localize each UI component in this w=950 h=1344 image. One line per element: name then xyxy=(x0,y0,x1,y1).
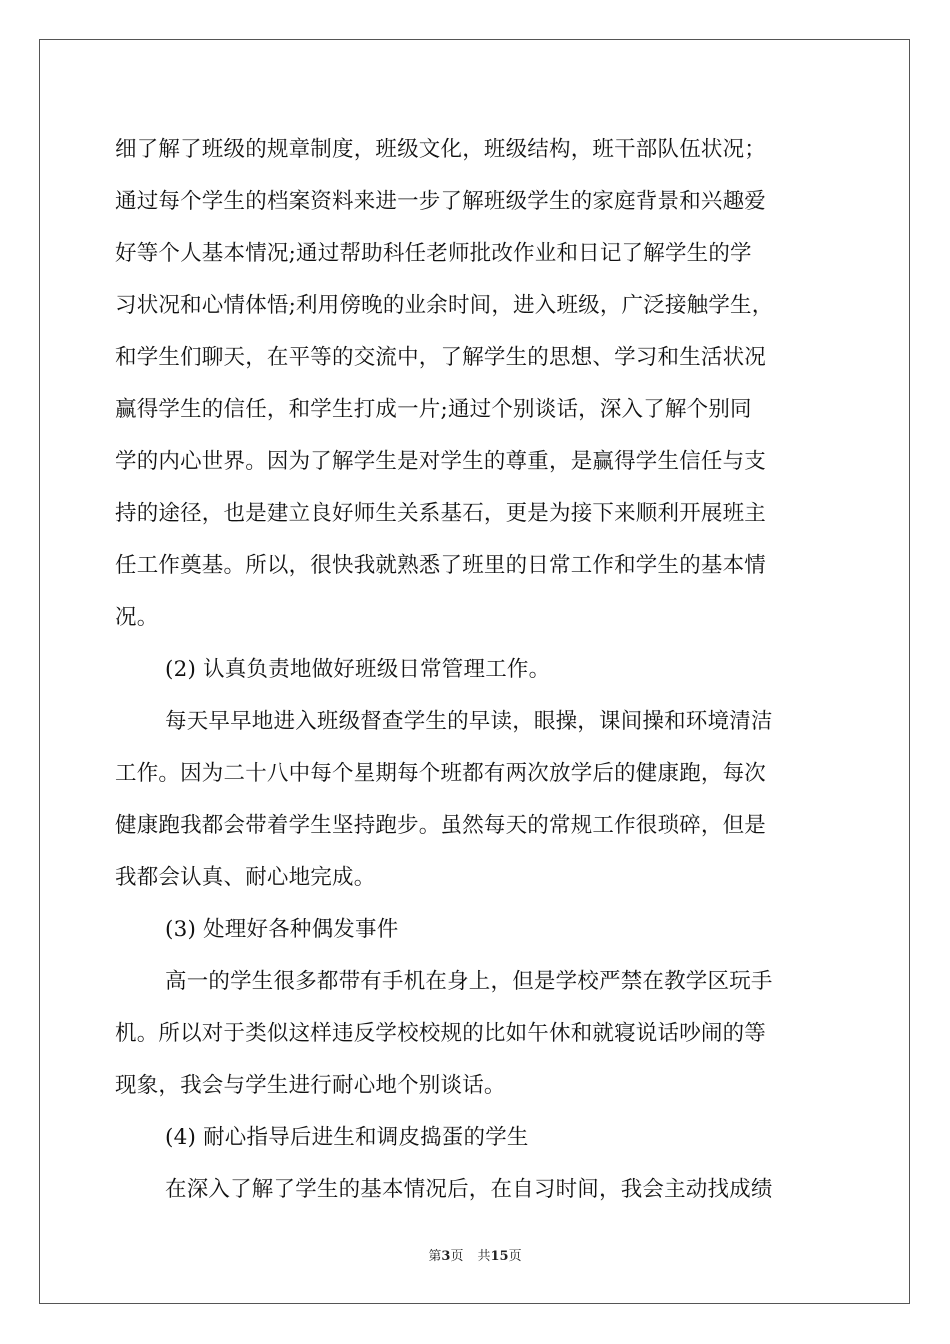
text-line: 持的途径，也是建立良好师生关系基石，更是为接下来顺利开展班主 xyxy=(115,501,767,526)
text-line: 学的内心世界。因为了解学生是对学生的尊重，是赢得学生信任与支 xyxy=(115,449,767,474)
text-line: 习状况和心情体悟;利用傍晚的业余时间，进入班级，广泛接触学生， xyxy=(115,293,774,318)
text-line: 工作。因为二十八中每个星期每个班都有两次放学后的健康跑，每次 xyxy=(115,761,767,786)
page-prefix: 第 xyxy=(428,1249,442,1264)
text-line: 赢得学生的信任，和学生打成一片;通过个别谈话，深入了解个别同 xyxy=(115,397,752,422)
total-suffix: 页 xyxy=(508,1249,522,1264)
text-line: 机。所以对于类似这样违反学校校规的比如午休和就寝说话吵闹的等 xyxy=(115,1021,767,1046)
text-line: 和学生们聊天，在平等的交流中，了解学生的思想、学习和生活状况 xyxy=(115,345,767,370)
paragraph-start: 在深入了解了学生的基本情况后，在自习时间，我会主动找成绩 xyxy=(165,1177,773,1202)
current-page-number: 3 xyxy=(441,1249,451,1264)
text-line: 健康跑我都会带着学生坚持跑步。虽然每天的常规工作很琐碎，但是 xyxy=(115,813,767,838)
page-footer xyxy=(0,1248,950,1266)
text-line: 通过每个学生的档案资料来进一步了解班级学生的家庭背景和兴趣爱 xyxy=(115,189,767,214)
document-body xyxy=(115,124,845,1216)
section-heading-4: (4) 耐心指导后进生和调皮捣蛋的学生 xyxy=(165,1125,529,1150)
text-line: 现象，我会与学生进行耐心地个别谈话。 xyxy=(115,1073,506,1098)
total-page-number: 15 xyxy=(490,1249,509,1264)
paragraph-start: 每天早早地进入班级督查学生的早读，眼操，课间操和环境清洁 xyxy=(165,709,773,734)
text-line: 任工作奠基。所以，很快我就熟悉了班里的日常工作和学生的基本情 xyxy=(115,553,767,578)
section-heading-3: (3) 处理好各种偶发事件 xyxy=(165,917,399,942)
page-suffix: 页 xyxy=(450,1249,464,1264)
paragraph-start: 高一的学生很多都带有手机在身上，但是学校严禁在教学区玩手 xyxy=(165,969,773,994)
total-prefix: 共 xyxy=(477,1249,491,1264)
text-line: 细了解了班级的规章制度，班级文化，班级结构，班干部队伍状况； xyxy=(115,137,767,162)
text-line: 我都会认真、耐心地完成。 xyxy=(115,865,376,890)
text-line: 况。 xyxy=(115,605,159,630)
text-line: 好等个人基本情况;通过帮助科任老师批改作业和日记了解学生的学 xyxy=(115,241,752,266)
section-heading-2: (2) 认真负责地做好班级日常管理工作。 xyxy=(165,657,551,682)
